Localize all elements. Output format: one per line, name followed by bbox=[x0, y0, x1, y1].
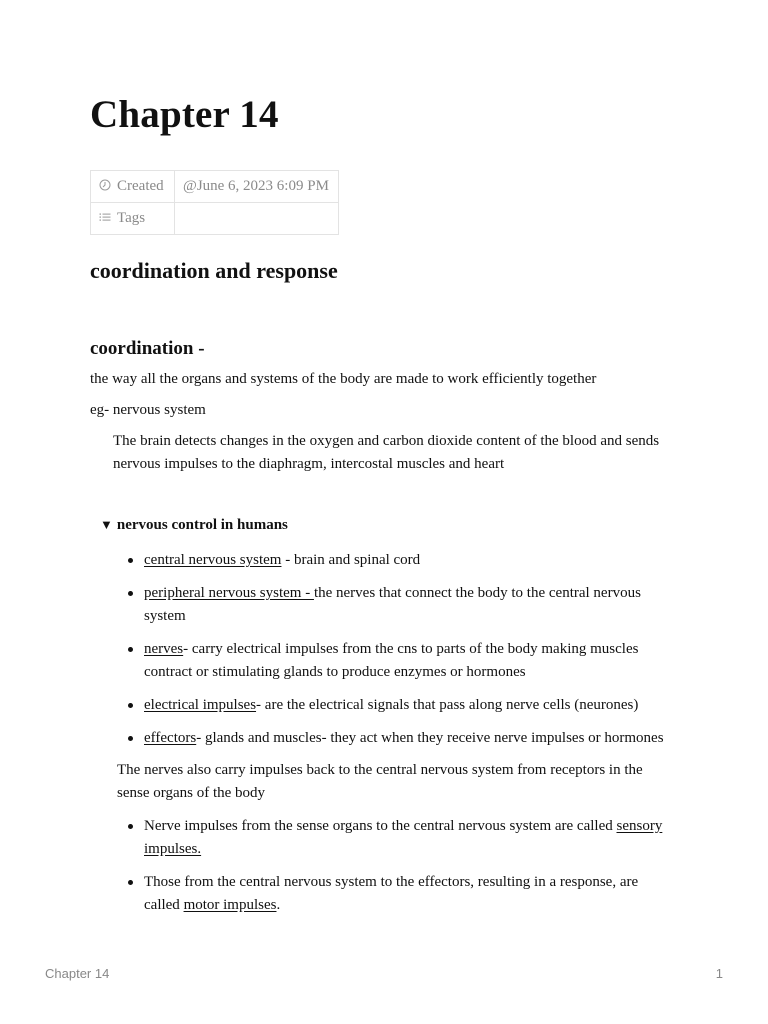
footer-page-number: 1 bbox=[715, 966, 723, 981]
property-tags-key bbox=[91, 203, 175, 235]
property-created-label: Created bbox=[117, 178, 164, 194]
property-tags bbox=[91, 203, 339, 235]
list-item bbox=[144, 815, 674, 861]
toggle-paragraph: The nerves also carry impulses back to the central nervous system from receptors in the sense organs of the body bbox=[117, 762, 643, 801]
term-link: sensory impulses. bbox=[144, 818, 663, 857]
section-heading: coordination and response bbox=[90, 258, 338, 283]
coordination-definition: the way all the organs and systems of the body are made to work efficiently together bbox=[90, 371, 597, 387]
toggle-title: nervous control in humans bbox=[116, 517, 288, 533]
item-text-end: . bbox=[276, 897, 281, 913]
term-link: peripheral nervous system - bbox=[144, 585, 314, 601]
coordination-example-detail: The brain detects changes in the oxygen and carbon dioxide content of the blood and sends nervous impulses to the diaphragm, intercostal muscles and heart bbox=[113, 433, 660, 472]
property-created-key bbox=[91, 171, 175, 203]
list-item bbox=[144, 638, 674, 684]
item-text: Nerve impulses from the sense organs to the central nervous system are called bbox=[144, 818, 617, 834]
impulses-list bbox=[144, 815, 674, 927]
term-description: - glands and muscles- they act when they receive nerve impulses or hormones bbox=[196, 730, 664, 746]
term-link: nerves bbox=[144, 641, 184, 657]
clock-icon bbox=[99, 179, 111, 191]
properties-table bbox=[90, 170, 339, 235]
footer-title: Chapter 14 bbox=[45, 966, 110, 981]
coordination-example: eg- nervous system bbox=[90, 402, 206, 418]
property-created bbox=[91, 171, 339, 203]
page-title: Chapter 14 bbox=[90, 93, 279, 136]
list-item bbox=[144, 549, 674, 572]
term-description: the nerves that connect the body to the central nervous system bbox=[144, 585, 641, 624]
property-created-value[interactable]: @June 6, 2023 6:09 PM bbox=[175, 171, 339, 203]
property-tags-value[interactable] bbox=[175, 203, 339, 235]
term-link: motor impulses bbox=[183, 897, 277, 913]
item-text: Those from the central nervous system to the effectors, resulting in a response, are called bbox=[144, 874, 639, 913]
term-link: effectors bbox=[144, 730, 197, 746]
list-item bbox=[144, 871, 674, 917]
triangle-down-icon[interactable]: ▼ bbox=[100, 517, 113, 532]
term-link: central nervous system bbox=[144, 552, 282, 568]
list-item bbox=[144, 727, 674, 750]
list-item bbox=[144, 582, 674, 628]
list-item bbox=[144, 694, 674, 717]
term-description: - brain and spinal cord bbox=[281, 552, 421, 568]
toggle-nervous-control[interactable] bbox=[100, 517, 288, 534]
nervous-control-list bbox=[144, 549, 674, 760]
term-link: electrical impulses bbox=[144, 697, 257, 713]
term-description: - carry electrical impulses from the cns to parts of the body making muscles contract or stimulating glands to produce enzymes or hormones bbox=[144, 641, 639, 680]
list-icon bbox=[99, 211, 111, 223]
term-description: - are the electrical signals that pass along nerve cells (neurones) bbox=[256, 697, 639, 713]
property-tags-label: Tags bbox=[117, 210, 146, 226]
coordination-heading: coordination - bbox=[90, 338, 205, 359]
